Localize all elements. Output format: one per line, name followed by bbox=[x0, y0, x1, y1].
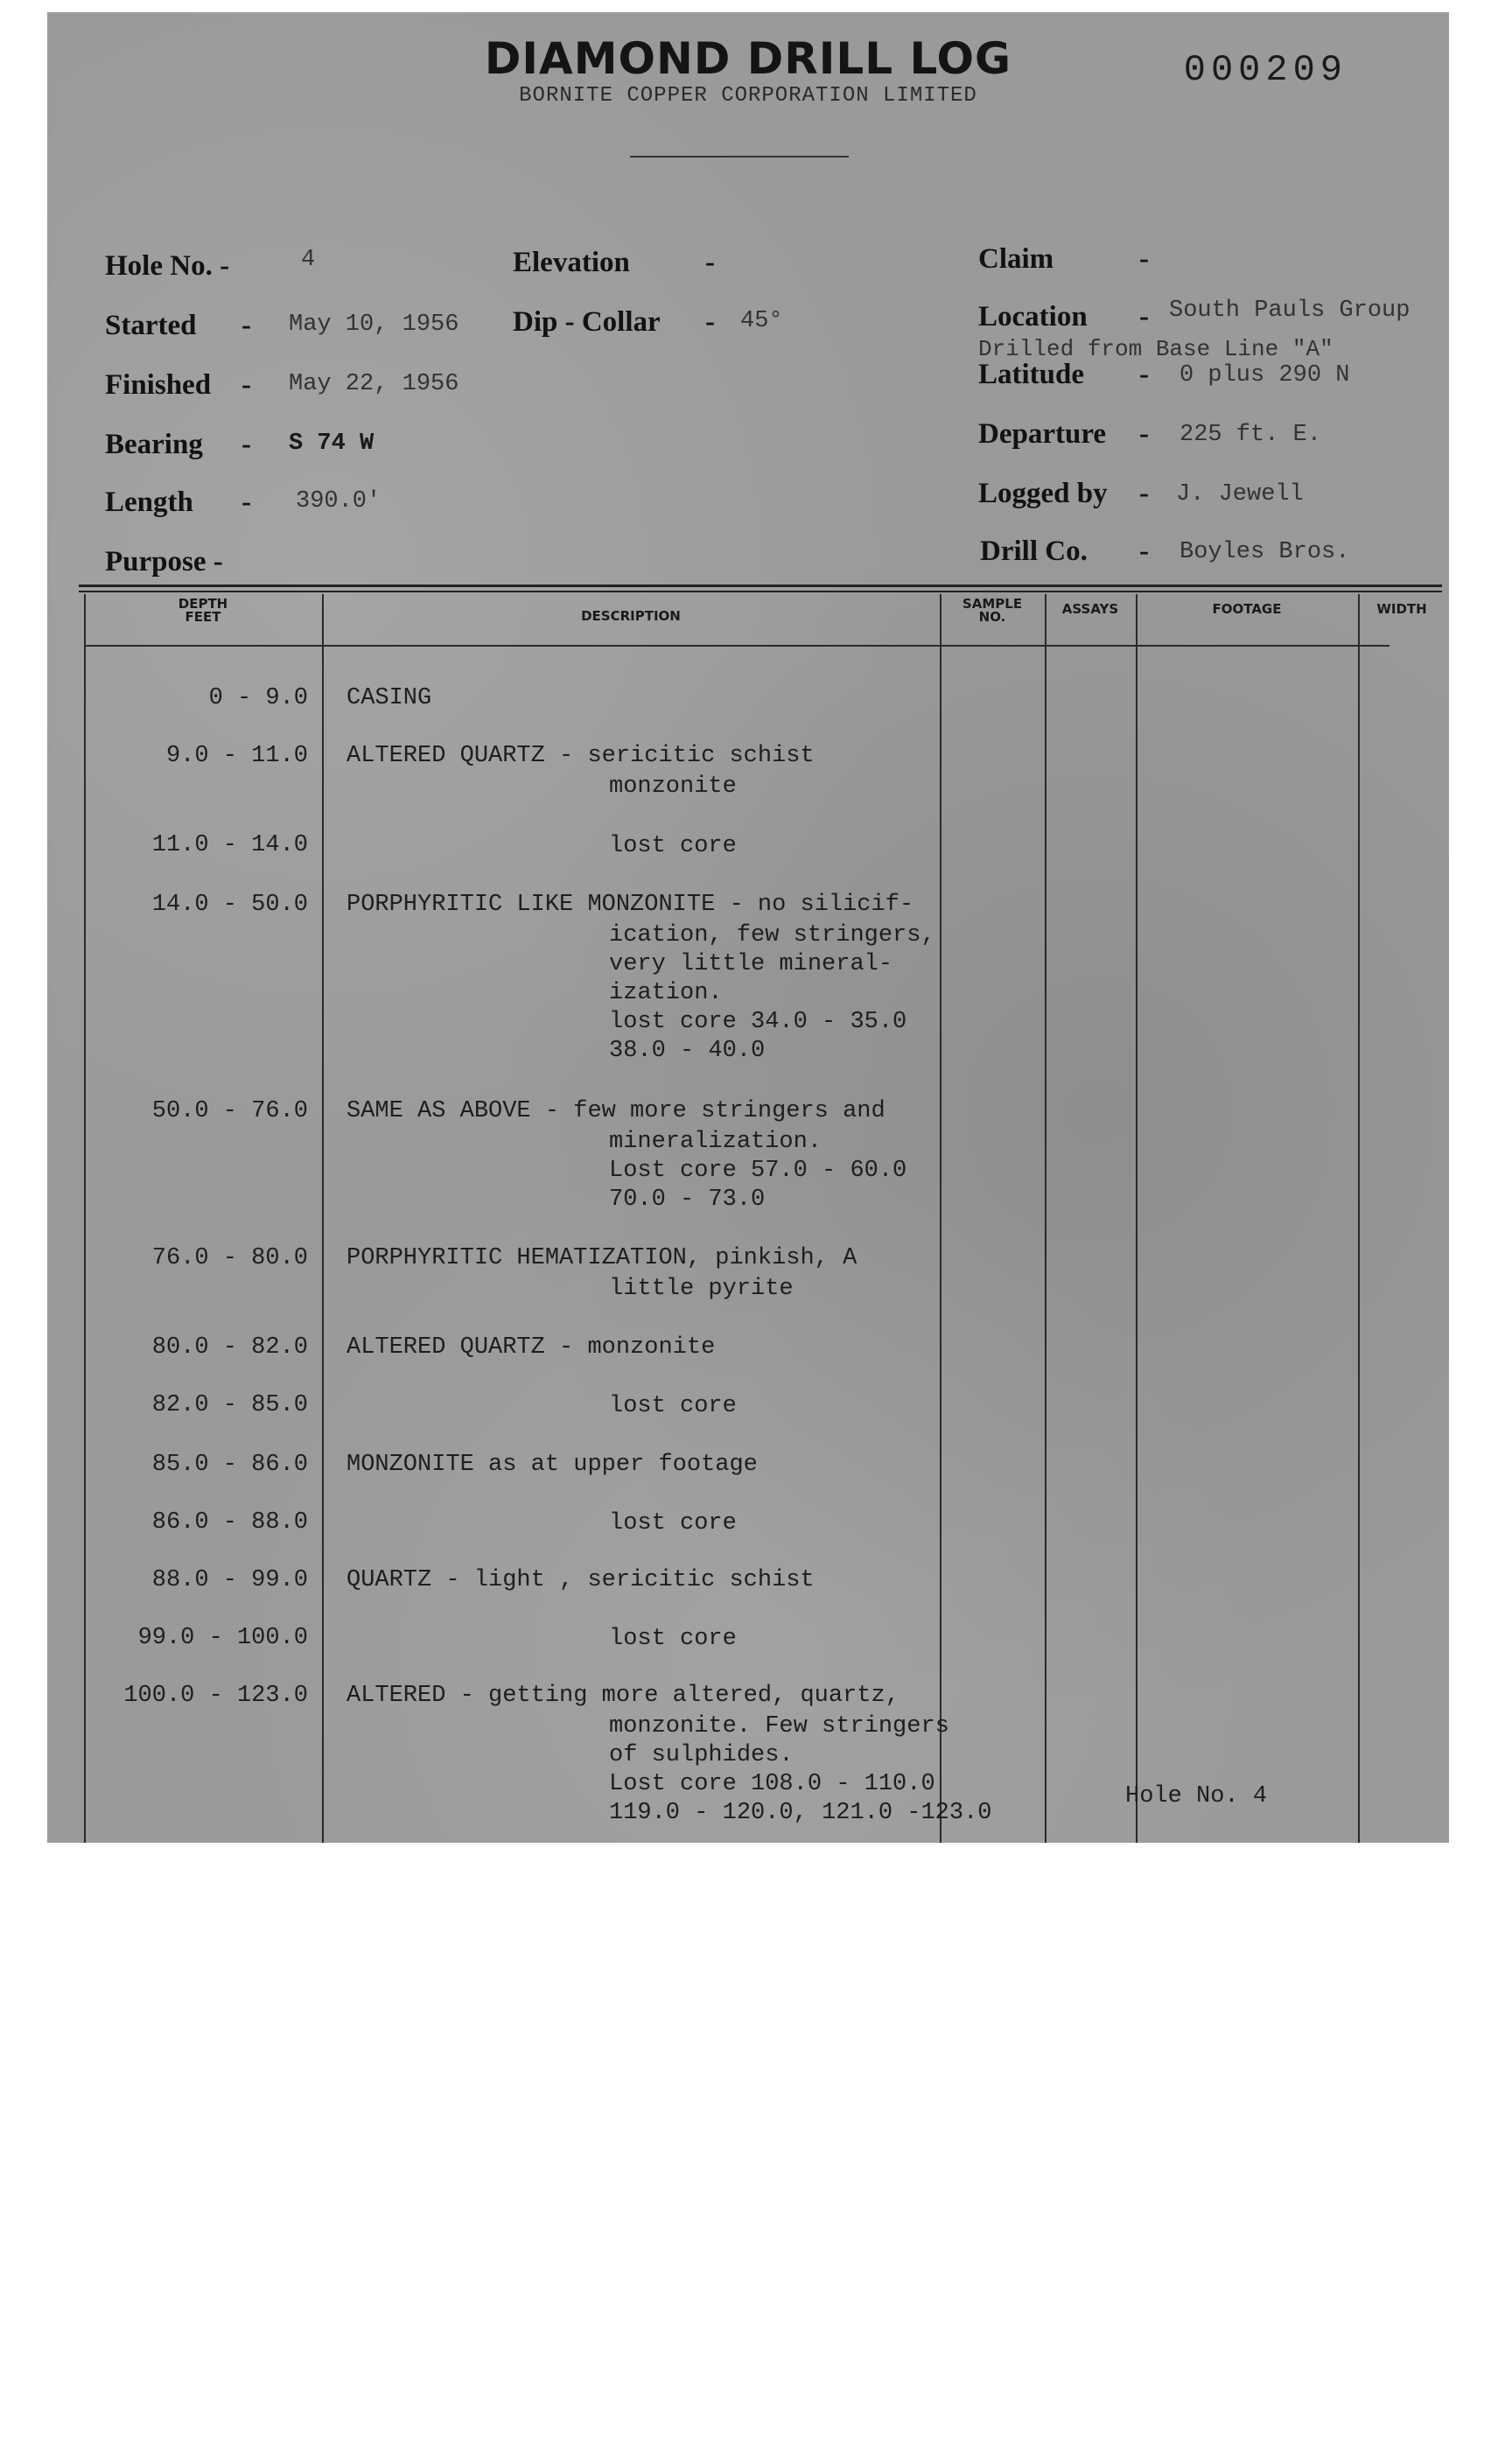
log-table bbox=[84, 594, 1442, 1843]
table-top-rule bbox=[79, 584, 1442, 587]
row-depth: 80.0 - 82.0 bbox=[151, 1334, 308, 1361]
baseline-note: Drilled from Base Line "A" bbox=[978, 336, 1334, 362]
col-header-footage: FOOTAGE bbox=[1212, 601, 1282, 617]
finished-label: Finished bbox=[105, 369, 212, 401]
row-depth: 9.0 - 11.0 bbox=[165, 743, 308, 769]
row-description: CASING bbox=[346, 685, 432, 711]
elevation-label: Elevation bbox=[513, 247, 630, 278]
elevation-dash: - bbox=[705, 247, 715, 278]
table-top-rule-2 bbox=[79, 591, 1442, 592]
row-description: PORPHYRITIC HEMATIZATION, pinkish, A bbox=[346, 1245, 858, 1271]
row-depth: 14.0 - 50.0 bbox=[151, 892, 308, 918]
col-line-footage bbox=[1358, 594, 1360, 1843]
dip-collar-dash: - bbox=[705, 306, 715, 338]
row-depth: 86.0 - 88.0 bbox=[151, 1509, 308, 1536]
col-line-sample bbox=[1045, 594, 1046, 1843]
row-depth: 0 - 9.0 bbox=[208, 685, 308, 711]
hole-no-label: Hole No. - bbox=[105, 250, 230, 282]
page-title: DIAMOND DRILL LOG bbox=[484, 33, 1012, 84]
row-description-cont: little pyrite bbox=[609, 1276, 794, 1302]
bearing-label: Bearing bbox=[105, 429, 203, 460]
bearing-dash: - bbox=[242, 429, 251, 460]
col-header-description: DESCRIPTION bbox=[581, 608, 681, 624]
location-label: Location bbox=[978, 301, 1088, 332]
departure-value: 225 ft. E. bbox=[1180, 422, 1322, 448]
logged-by-value: J. Jewell bbox=[1176, 481, 1304, 508]
row-depth: 82.0 - 85.0 bbox=[151, 1392, 308, 1418]
log-sheet bbox=[47, 12, 1449, 1843]
footer-hole-number: Hole No. 4 bbox=[1125, 1783, 1268, 1810]
drill-co-value: Boyles Bros. bbox=[1180, 539, 1350, 565]
col-line-desc bbox=[940, 594, 942, 1843]
row-depth: 11.0 - 14.0 bbox=[151, 832, 308, 858]
row-description: SAME AS ABOVE - few more stringers and bbox=[346, 1098, 886, 1124]
row-depth: 88.0 - 99.0 bbox=[151, 1567, 308, 1593]
row-description-cont: lost core bbox=[609, 833, 737, 859]
company-name: BORNITE COPPER CORPORATION LIMITED bbox=[519, 84, 977, 108]
row-description-cont: ication, few stringers, very little mineral- ization. lost core 34.0 - 35.0 38.0 - 40.0 bbox=[609, 922, 935, 1064]
started-dash: - bbox=[242, 310, 251, 341]
row-description: ALTERED QUARTZ - sericitic schist bbox=[346, 743, 815, 769]
title-divider bbox=[630, 156, 849, 158]
latitude-value: 0 plus 290 N bbox=[1180, 362, 1350, 388]
location-dash: - bbox=[1139, 301, 1149, 332]
claim-label: Claim bbox=[978, 243, 1054, 275]
col-line-assays bbox=[1136, 594, 1138, 1843]
started-label: Started bbox=[105, 310, 197, 341]
finished-dash: - bbox=[242, 369, 251, 401]
row-description: ALTERED QUARTZ - monzonite bbox=[346, 1334, 716, 1361]
row-description: QUARTZ - light , sericitic schist bbox=[346, 1567, 815, 1593]
row-description: MONZONITE as at upper footage bbox=[346, 1452, 758, 1478]
row-description: PORPHYRITIC LIKE MONZONITE - no silicif- bbox=[346, 892, 914, 918]
row-description-cont: monzonite bbox=[609, 774, 737, 800]
length-value: 390.0' bbox=[296, 488, 382, 514]
started-value: May 10, 1956 bbox=[289, 312, 459, 338]
row-description-cont: lost core bbox=[609, 1626, 737, 1652]
header-underline bbox=[84, 645, 1390, 647]
logged-by-dash: - bbox=[1139, 478, 1149, 509]
row-depth: 100.0 - 123.0 bbox=[123, 1683, 308, 1709]
col-header-width: WIDTH bbox=[1376, 601, 1427, 617]
col-header-assays: ASSAYS bbox=[1061, 601, 1119, 617]
col-header-sample: SAMPLE NO. bbox=[962, 596, 1023, 625]
row-depth: 85.0 - 86.0 bbox=[151, 1452, 308, 1478]
drill-co-dash: - bbox=[1139, 536, 1149, 567]
col-line-left bbox=[84, 594, 86, 1843]
drill-co-label: Drill Co. bbox=[980, 536, 1088, 567]
purpose-label: Purpose - bbox=[105, 546, 223, 578]
logged-by-label: Logged by bbox=[978, 478, 1108, 509]
claim-dash: - bbox=[1139, 243, 1149, 275]
col-line-depth bbox=[322, 594, 324, 1843]
row-depth: 76.0 - 80.0 bbox=[151, 1245, 308, 1271]
row-description-cont: lost core bbox=[609, 1393, 737, 1419]
row-depth: 99.0 - 100.0 bbox=[137, 1625, 308, 1651]
location-value: South Pauls Group bbox=[1169, 298, 1410, 324]
latitude-dash: - bbox=[1139, 359, 1149, 390]
row-description-cont: monzonite. Few stringers of sulphides. Lost core 108.0 - 110.0 119.0 - 120.0, 121.0 -123.0 bbox=[609, 1713, 992, 1826]
length-label: Length bbox=[105, 486, 193, 518]
latitude-label: Latitude bbox=[978, 359, 1085, 390]
hole-no-value: 4 bbox=[301, 247, 316, 273]
finished-value: May 22, 1956 bbox=[289, 371, 459, 397]
row-depth: 50.0 - 76.0 bbox=[151, 1098, 308, 1124]
dip-collar-value: 45° bbox=[740, 308, 783, 334]
row-description-cont: mineralization. Lost core 57.0 - 60.0 70.0 - 73.0 bbox=[609, 1129, 907, 1213]
document-number: 000209 bbox=[1183, 49, 1348, 91]
col-header-depth: DEPTH FEET bbox=[178, 596, 228, 625]
departure-label: Departure bbox=[978, 418, 1107, 450]
row-description: ALTERED - getting more altered, quartz, bbox=[346, 1683, 900, 1709]
row-description-cont: lost core bbox=[609, 1510, 737, 1536]
length-dash: - bbox=[242, 486, 251, 518]
departure-dash: - bbox=[1139, 418, 1149, 450]
dip-collar-label: Dip - Collar bbox=[513, 306, 661, 338]
bearing-value: S 74 W bbox=[289, 430, 374, 457]
